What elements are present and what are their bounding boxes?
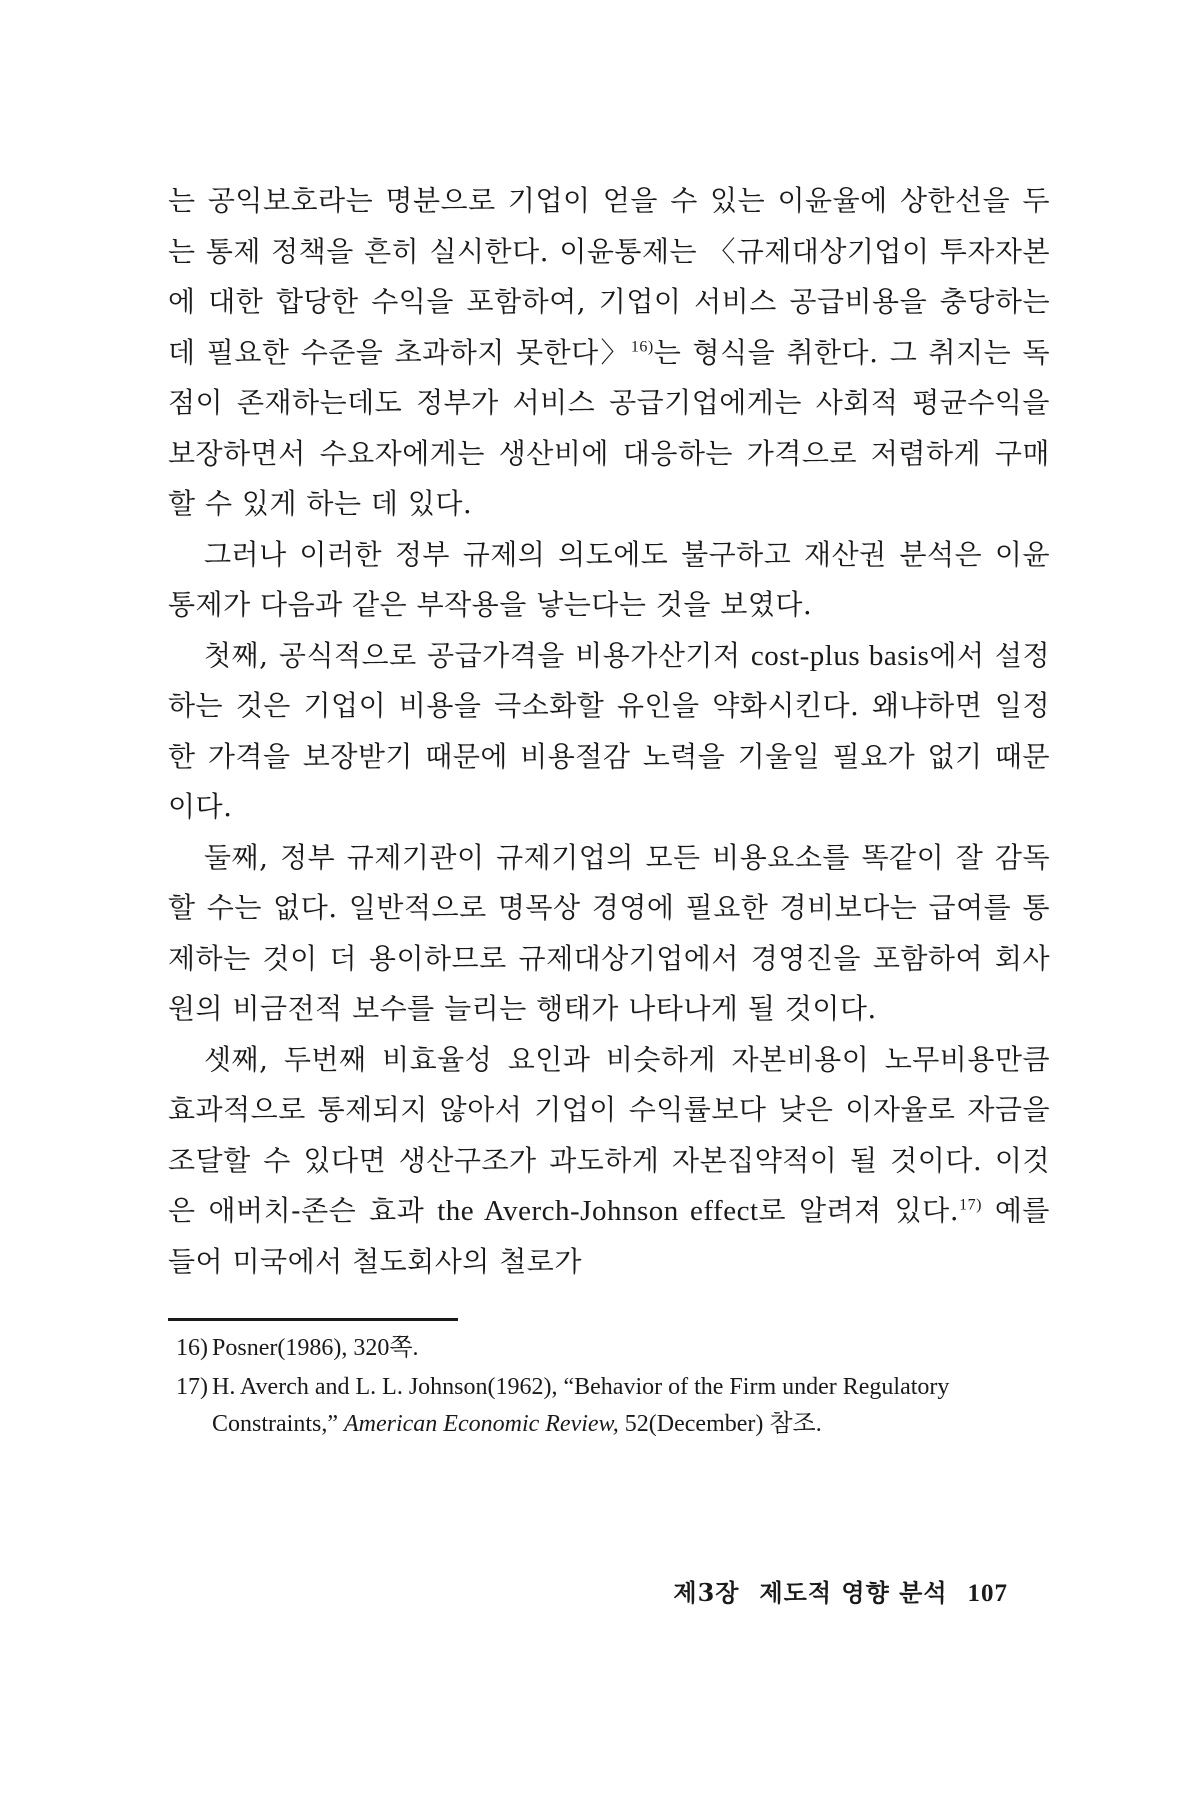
paragraph [168,833,1050,1035]
footnote-reference: 17) [959,1196,982,1214]
paragraph [168,176,1050,530]
footnote-reference: 16) [630,338,654,356]
footnote-divider [168,1318,458,1321]
english-term: cost-plus basis [750,639,930,672]
footer-chapter: 제3장 [673,1578,740,1607]
footnote [176,1330,1050,1367]
paragraph-text: 셋째, 두번째 비효율성 요인과 비슷하게 자본비용이 노무비용만큼 효과적으로 통제되지 않아서 기업이 수익률보다 낮은 이자율로 자금을 조달할 수 있다면 생산구조가 과도하게 자본집약적이 될 것이다. 이것은 애버치-존슨 효과 [168,1042,1050,1227]
body-text [168,176,1050,1287]
footer-section-title: 제도적 영향 분석 [759,1578,948,1607]
journal-title: American Economic Review, [344,1411,619,1437]
paragraph-text: 로 알려져 있다. [758,1194,960,1227]
page-number: 107 [967,1580,1008,1607]
footnote-text-part: H. Averch and L. L. Johnson(1962), “Behavior of the Firm under Regulatory Constraints,” [212,1374,950,1437]
paragraph-text: 첫째, 공식적으로 공급가격을 비용가산기저 [204,638,751,672]
paragraph-text: 그러나 이러한 정부 규제의 의도에도 불구하고 재산권 분석은 이윤통제가 다음과 같은 부작용을 낳는다는 것을 보였다. [168,537,1050,621]
paragraph [168,530,1050,631]
english-term: the Averch-Johnson effect [437,1195,759,1227]
footnote-number: 17) [176,1374,208,1400]
paragraph [168,631,1050,833]
footnote-text [212,1330,1050,1367]
footnote [176,1369,1050,1443]
paragraph-text: 둘째, 정부 규제기관이 규제기업의 모든 비용요소를 똑같이 잘 감독할 수는 없다. 일반적으로 명목상 경영에 필요한 경비보다는 급여를 통제하는 것이 더 용이하므로 규제대상기업에서 경영진을 포함하여 회사원의 비금전적 보수를 늘리는 행태가 나타나게 될 것이다. [168,840,1050,1025]
footnote-text-part: Posner(1986), 320쪽. [212,1335,419,1361]
footnote-text-part: 52(December) 참조. [618,1411,822,1437]
paragraph-text: 는 형식을 취한다. 그 취지는 독점이 존재하는데도 정부가 서비스 공급기업에게는 사회적 평균수익을 보장하면서 수요자에게는 생산비에 대응하는 가격으로 저렴하게 구매할 수 있게 하는 데 있다. [168,335,1050,520]
running-footer [0,1573,1008,1608]
footnote-text [212,1369,1050,1443]
paragraph-text: 는 공익보호라는 명분으로 기업이 얻을 수 있는 이윤율에 상한선을 두는 통제 정책을 흔히 실시한다. 이윤통제는 〈규제대상기업이 투자자본에 대한 합당한 수익을 포함하여, 기업이 서비스 공급비용을 충당하는 데 필요한 수준을 초과하지 못한다〉 [168,184,1050,369]
paragraph [168,1035,1050,1288]
paragraph-text: 에서 설정하는 것은 기업이 비용을 극소화할 유인을 약화시킨다. 왜냐하면 일정한 가격을 보장받기 때문에 비용절감 노력을 기울일 필요가 없기 때문이다. [168,638,1051,823]
paragraph-text: 예를 들어 미국에서 철도회사의 철로가 [168,1194,1050,1278]
footnotes [176,1330,1050,1445]
footnote-number: 16) [176,1335,208,1361]
